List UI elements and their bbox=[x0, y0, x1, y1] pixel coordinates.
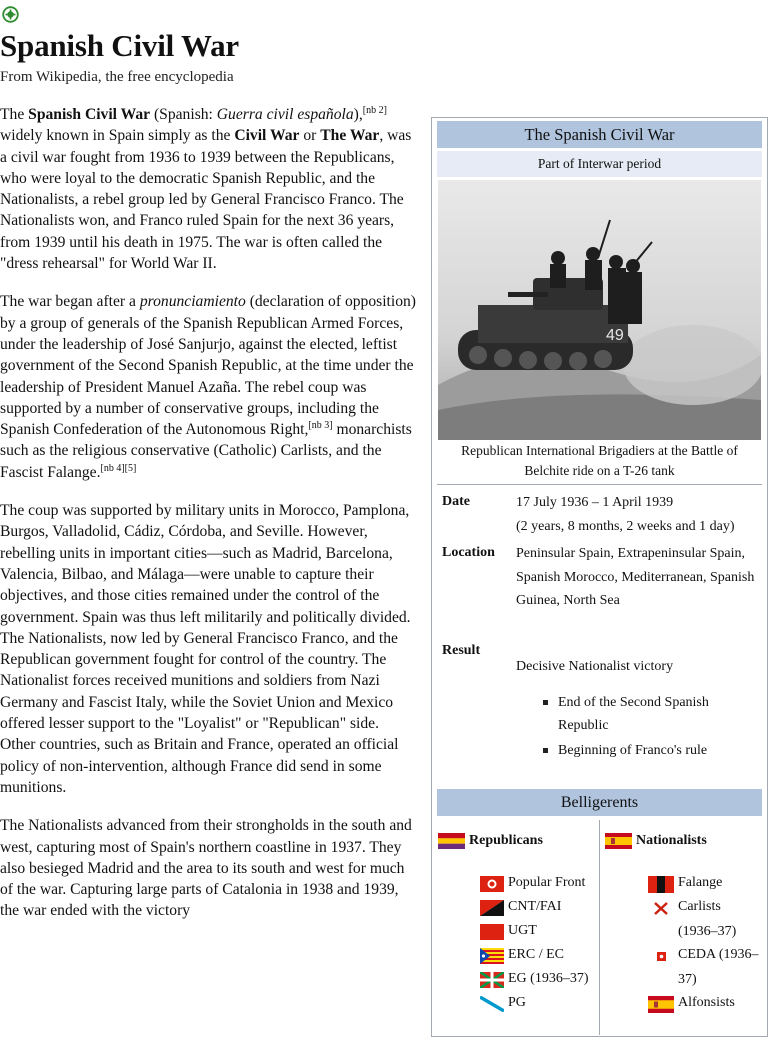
result-list bbox=[516, 691, 756, 763]
member-ceda[interactable] bbox=[648, 943, 760, 992]
paragraph-coup bbox=[0, 291, 416, 483]
text: or bbox=[299, 127, 321, 145]
list-item[interactable]: Beginning of Franco's rule bbox=[558, 739, 756, 763]
list-item[interactable]: End of the Second Spanish Republic bbox=[558, 691, 756, 738]
text: widely known in Spain simply as the bbox=[0, 127, 235, 145]
tank-number: 49 bbox=[606, 327, 624, 344]
carlist-cross-icon bbox=[648, 900, 674, 917]
paragraph-intro bbox=[0, 104, 416, 274]
republicans-label[interactable]: Republicans bbox=[469, 833, 543, 848]
infobox bbox=[431, 117, 768, 1037]
nationalist-spain-flag-icon bbox=[605, 833, 632, 849]
member-label: PG bbox=[508, 995, 526, 1010]
text: (Spanish: bbox=[150, 106, 217, 123]
tank-photo[interactable] bbox=[438, 180, 761, 440]
catalan-flag-icon bbox=[480, 948, 504, 964]
member-carlists[interactable] bbox=[648, 895, 760, 944]
photo-caption: Republican International Brigadiers at the Battle of Belchite ride on a T-26 tank bbox=[461, 443, 738, 478]
falange-flag-icon bbox=[648, 876, 674, 893]
galician-flag-icon bbox=[480, 996, 504, 1012]
reference-link[interactable]: [nb 2] bbox=[362, 104, 387, 116]
date-value bbox=[516, 491, 756, 538]
reference-link[interactable]: [nb 4][5] bbox=[100, 462, 137, 474]
page-subtitle: From Wikipedia, the free encyclopedia bbox=[0, 69, 234, 85]
member-erc-ec[interactable] bbox=[480, 943, 564, 968]
divider bbox=[437, 484, 762, 485]
nationalists-heading bbox=[605, 833, 707, 849]
infobox-subtitle[interactable]: Part of Interwar period bbox=[437, 151, 762, 177]
infobox-title: The Spanish Civil War bbox=[437, 121, 762, 148]
member-eg[interactable] bbox=[480, 967, 589, 992]
date-label: Date bbox=[442, 494, 470, 509]
text: monarchists such as the religious conservative (Catholic) Carlists, and the Fascist Falange. bbox=[0, 421, 412, 481]
member-alfonsists[interactable] bbox=[648, 991, 735, 1016]
member-label: UGT bbox=[508, 923, 537, 938]
bold-term: Spanish Civil War bbox=[28, 106, 151, 123]
italic-term: pronunciamiento bbox=[139, 293, 246, 311]
member-ugt[interactable] bbox=[480, 919, 537, 944]
bold-term: Civil War bbox=[234, 127, 300, 145]
date-duration: (2 years, 8 months, 2 weeks and 1 day) bbox=[516, 518, 735, 534]
reference-link[interactable]: [nb 3] bbox=[308, 419, 333, 431]
cnt-fai-flag-icon bbox=[480, 900, 504, 916]
italic-term: Guerra civil española bbox=[216, 106, 354, 123]
result-text: Decisive Nationalist victory bbox=[516, 659, 674, 674]
result-label: Result bbox=[442, 643, 481, 658]
member-falange[interactable] bbox=[648, 871, 722, 896]
text: (declaration of opposition) by a group of generals of the Spanish Republican Armed Forces, under the leadership of José Sanjurjo, against the elected, leftist government of the Second Spanish Republic, at the time under the leadership of President Manuel Azaña. The rebel coup was supported by a number of conservative groups, including the Spanish Confederation of the Autonomous Right, bbox=[0, 293, 416, 439]
basque-flag-icon bbox=[480, 972, 504, 988]
member-label: EG (1936–37) bbox=[508, 971, 589, 986]
column-divider bbox=[599, 820, 600, 1035]
member-label: CEDA (1936–37) bbox=[678, 947, 759, 987]
text: , was a civil war fought from 1936 to 1939 between the Republicans, who were loyal to the democratic Spanish Republic, and the Nationalists, a rebel group led by General Francisco Franco. The Nationalists won, and Franco ruled Spain for the next 36 years, from 1939 until his death in 1975. The war is often called the "dress rehearsal" for World War II. bbox=[0, 127, 412, 273]
member-label: Carlists (1936–37) bbox=[678, 899, 737, 939]
bold-term: The War bbox=[320, 127, 380, 145]
member-popular-front[interactable] bbox=[480, 871, 585, 896]
member-cnt-fai[interactable] bbox=[480, 895, 561, 920]
member-label: Falange bbox=[678, 875, 723, 890]
ugt-flag-icon bbox=[480, 924, 504, 940]
member-pg[interactable] bbox=[480, 991, 526, 1016]
alfonsist-flag-icon bbox=[648, 996, 674, 1013]
location-value[interactable]: Peninsular Spain, Extrapeninsular Spain, Spanish Morocco, Mediterranean, Spanish Guinea, North Sea bbox=[516, 546, 755, 608]
location-label: Location bbox=[442, 545, 495, 560]
add-circle-icon[interactable] bbox=[2, 6, 19, 23]
paragraph-division: The coup was supported by military units in Morocco, Pamplona, Burgos, Valladolid, Cádiz, Córdoba, and Seville. However, rebelling units in important cities—such as Madrid, Barcelona, Valencia, Bilbao, and Málaga—were unable to capture their objectives, and those cities remained under the control of the government. Spain was thus left militarily and politically divided. The Nationalists, now led by General Francisco Franco, and the Republican government fought for control of the country. The Nationalist forces received munitions and soldiers from Nazi Germany and Fascist Italy, while the Soviet Union and Mexico offered lesser support to the "Loyalist" or "Republican" side. Other countries, such as Britain and France, operated an official policy of non-intervention, although France did send in some munitions. bbox=[0, 502, 411, 796]
member-label: ERC / EC bbox=[508, 947, 565, 962]
member-label: Popular Front bbox=[508, 875, 586, 890]
text: The bbox=[0, 106, 29, 123]
nationalists-label[interactable]: Nationalists bbox=[636, 833, 707, 848]
paragraph-advance: The Nationalists advanced from their strongholds in the south and west, capturing most of Spain's northern coastline in 1937. They also besieged Madrid and the area to its south and west for much of the war. Capturing large parts of Catalonia in 1938 and 1939, the war ended with the victory bbox=[0, 817, 412, 920]
belligerents-header: Belligerents bbox=[437, 789, 762, 816]
member-label: Alfonsists bbox=[678, 995, 735, 1010]
page-title: Spanish Civil War bbox=[0, 28, 239, 63]
ceda-flag-icon bbox=[648, 948, 674, 965]
article-body bbox=[0, 104, 416, 939]
text: The war began after a bbox=[0, 293, 140, 311]
date-range: 17 July 1936 – 1 April 1939 bbox=[516, 495, 674, 510]
result-value bbox=[516, 655, 756, 763]
spanish-republic-flag-icon bbox=[438, 833, 465, 849]
text: ), bbox=[353, 106, 363, 123]
popular-front-flag-icon bbox=[480, 876, 504, 892]
member-label: CNT/FAI bbox=[508, 899, 562, 914]
republicans-heading bbox=[438, 833, 543, 849]
